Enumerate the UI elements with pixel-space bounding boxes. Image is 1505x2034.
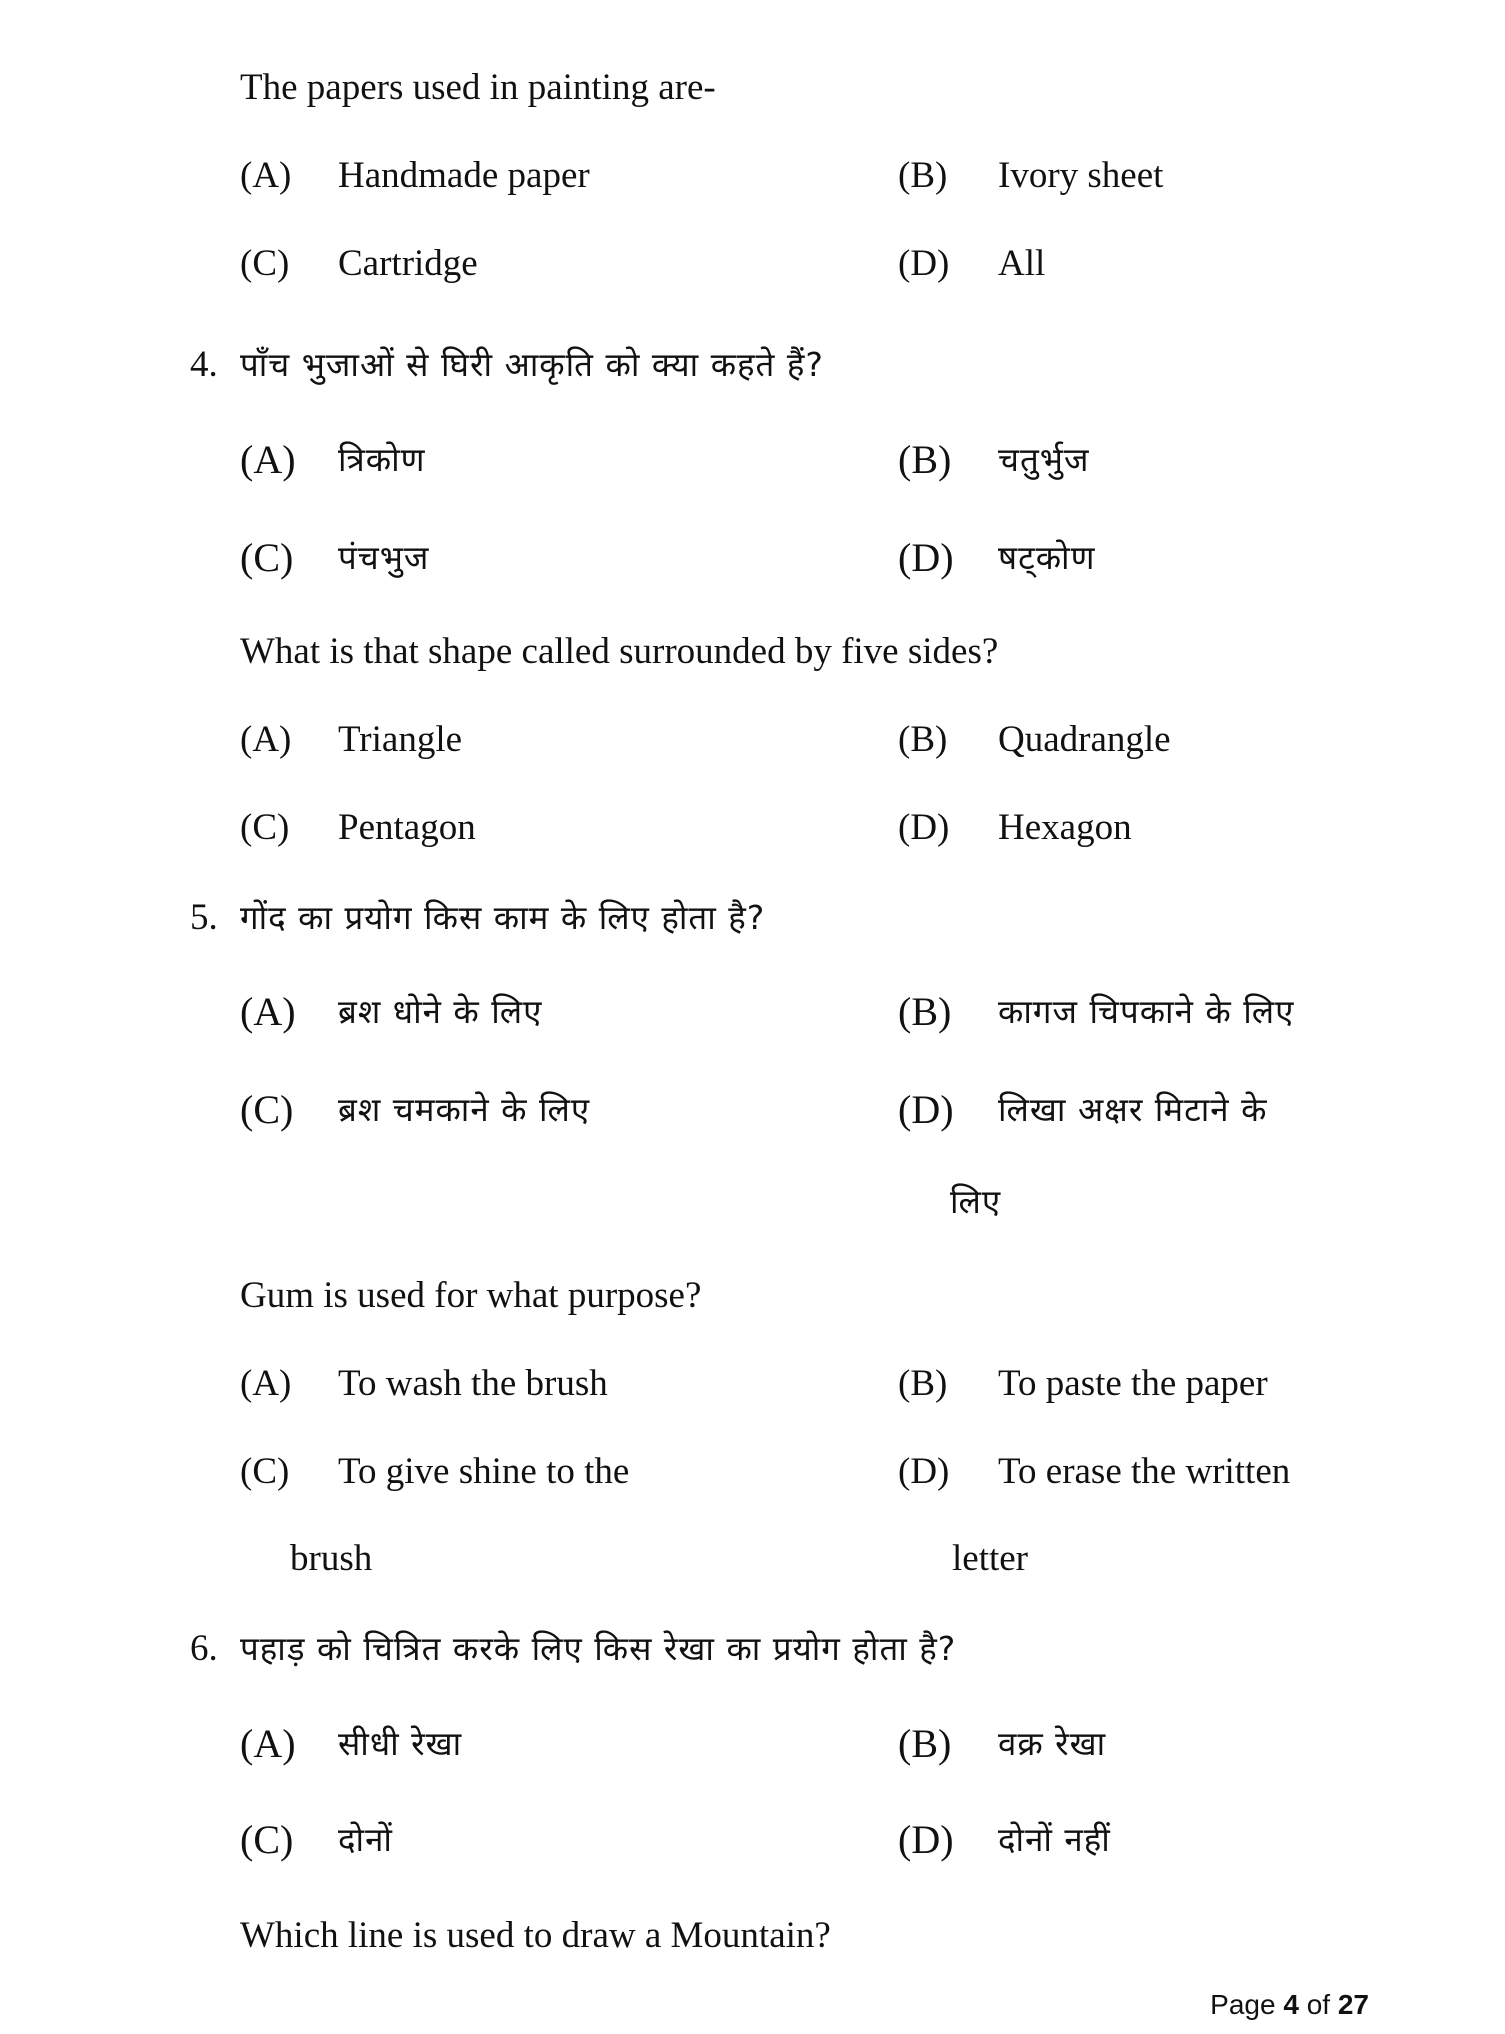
q3-option-c-text: Cartridge xyxy=(338,243,478,284)
page-total: 27 xyxy=(1337,1989,1369,2020)
q4-en-option-a-letter: (A) xyxy=(240,719,292,760)
page-current: 4 xyxy=(1283,1989,1299,2020)
q4-en-option-c-letter: (C) xyxy=(240,807,290,848)
q4-en-option-b-letter: (B) xyxy=(898,719,948,760)
q5-en-option-d-text-continued: letter xyxy=(952,1538,1029,1579)
q3-option-a-text: Handmade paper xyxy=(338,155,590,196)
q6-hi-option-b-text: वक्र रेखा xyxy=(998,1724,1107,1763)
q4-hi-option-c-text: पंचभुज xyxy=(338,538,430,577)
q5-en-option-c-letter: (C) xyxy=(240,1451,290,1492)
question-5-text-hi: गोंद का प्रयोग किस काम के लिए होता है? xyxy=(240,898,766,937)
q6-hi-option-c-text: दोनों xyxy=(338,1820,393,1859)
q4-en-option-d-text: Hexagon xyxy=(998,807,1132,848)
q5-hi-option-c-letter: (C) xyxy=(240,1087,294,1132)
q5-en-option-d-letter: (D) xyxy=(898,1451,950,1492)
q6-hi-option-c-letter: (C) xyxy=(240,1817,294,1862)
q6-hi-option-d-letter: (D) xyxy=(898,1817,954,1862)
question-4-text-en: What is that shape called surrounded by five sides? xyxy=(240,631,999,672)
q5-en-option-a-text: To wash the brush xyxy=(338,1363,608,1404)
q4-en-option-d-letter: (D) xyxy=(898,807,950,848)
q5-hi-option-a-letter: (A) xyxy=(240,989,296,1034)
q6-hi-option-a-text: सीधी रेखा xyxy=(338,1724,463,1763)
q6-hi-option-b-letter: (B) xyxy=(898,1721,952,1766)
q5-hi-option-d-text-continued: लिए xyxy=(950,1182,1002,1221)
q3-option-d-letter: (D) xyxy=(898,243,950,284)
q4-hi-option-a-text: त्रिकोण xyxy=(338,440,426,479)
q4-en-option-b-text: Quadrangle xyxy=(998,719,1171,760)
question-4-number: 4. xyxy=(190,344,218,385)
q5-hi-option-b-letter: (B) xyxy=(898,989,952,1034)
q3-option-b-letter: (B) xyxy=(898,155,948,196)
page-of-word: of xyxy=(1306,1989,1331,2020)
q4-hi-option-c-letter: (C) xyxy=(240,535,294,580)
q5-en-option-a-letter: (A) xyxy=(240,1363,292,1404)
q3-option-b-text: Ivory sheet xyxy=(998,155,1164,196)
question-3-text-en: The papers used in painting are- xyxy=(240,67,716,108)
q4-hi-option-a-letter: (A) xyxy=(240,437,296,482)
q4-en-option-a-text: Triangle xyxy=(338,719,463,760)
q5-hi-option-c-text: ब्रश चमकाने के लिए xyxy=(338,1090,591,1129)
q5-en-option-d-text: To erase the written xyxy=(998,1451,1291,1492)
question-5-number: 5. xyxy=(190,897,218,938)
q3-option-d-text: All xyxy=(998,243,1046,284)
q5-en-option-b-letter: (B) xyxy=(898,1363,948,1404)
q4-hi-option-d-text: षट्कोण xyxy=(998,538,1096,577)
question-6-text-en: Which line is used to draw a Mountain? xyxy=(240,1915,831,1956)
q4-hi-option-b-text: चतुर्भुज xyxy=(998,440,1090,479)
question-6-text-hi: पहाड़ को चित्रित करके लिए किस रेखा का प्रयोग होता है? xyxy=(240,1629,957,1668)
page-number xyxy=(1210,1988,1369,2022)
q5-hi-option-b-text: कागज चिपकाने के लिए xyxy=(998,992,1295,1031)
q6-hi-option-a-letter: (A) xyxy=(240,1721,296,1766)
q6-hi-option-d-text: दोनों नहीं xyxy=(998,1820,1111,1859)
q3-option-a-letter: (A) xyxy=(240,155,292,196)
question-4-text-hi: पाँच भुजाओं से घिरी आकृति को क्या कहते हैं? xyxy=(240,345,824,384)
q5-hi-option-d-text: लिखा अक्षर मिटाने के xyxy=(998,1090,1268,1129)
q5-hi-option-a-text: ब्रश धोने के लिए xyxy=(338,992,543,1031)
q5-en-option-c-text-continued: brush xyxy=(290,1538,373,1579)
question-5-text-en: Gum is used for what purpose? xyxy=(240,1275,702,1316)
question-6-number: 6. xyxy=(190,1628,218,1669)
q5-hi-option-d-letter: (D) xyxy=(898,1087,954,1132)
q4-hi-option-d-letter: (D) xyxy=(898,535,954,580)
q5-en-option-c-text: To give shine to the xyxy=(338,1451,630,1492)
q4-en-option-c-text: Pentagon xyxy=(338,807,476,848)
q5-en-option-b-text: To paste the paper xyxy=(998,1363,1268,1404)
page-word: Page xyxy=(1210,1989,1276,2020)
q3-option-c-letter: (C) xyxy=(240,243,290,284)
q4-hi-option-b-letter: (B) xyxy=(898,437,952,482)
